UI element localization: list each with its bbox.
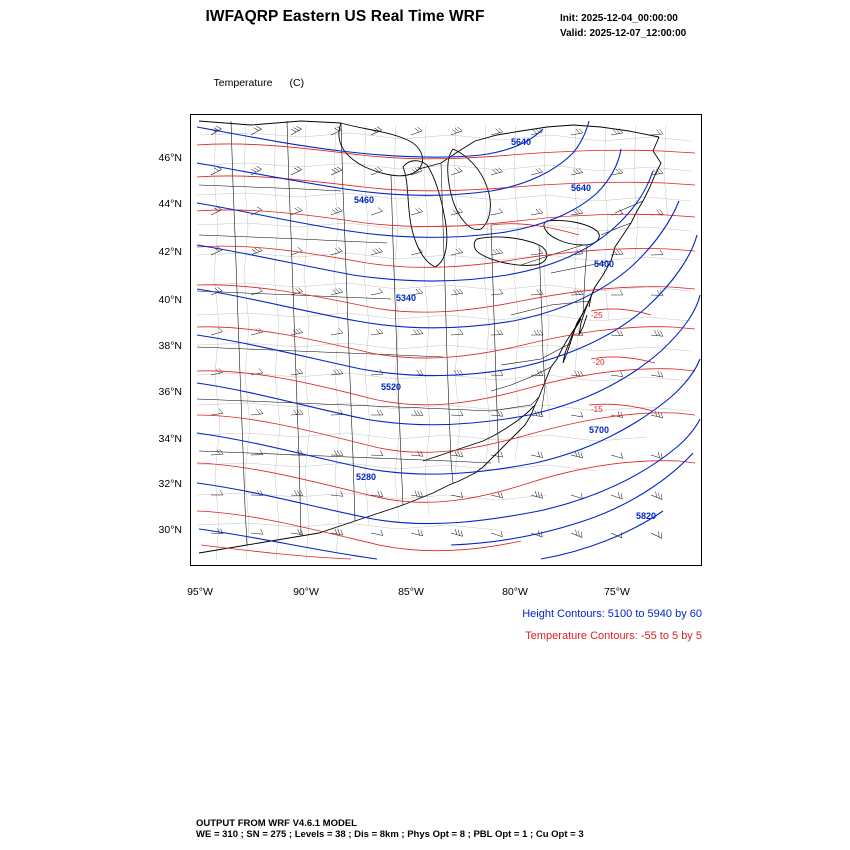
y-tick-40N: 40°N xyxy=(158,294,182,306)
model-output-label: OUTPUT FROM WRF V4.6.1 MODEL xyxy=(196,818,357,829)
coastline xyxy=(199,121,661,553)
height-label: 5340 xyxy=(396,293,417,303)
variable-unit: (C) xyxy=(289,77,305,89)
y-tick-32N: 32°N xyxy=(158,478,182,490)
y-tick-42N: 42°N xyxy=(158,246,182,258)
weather-map xyxy=(190,114,702,566)
height-label: 5820 xyxy=(636,511,657,521)
y-tick-44N: 44°N xyxy=(158,198,182,210)
x-tick-95W: 95°W xyxy=(187,586,213,598)
temperature-contour-labels xyxy=(591,311,605,414)
height-contours xyxy=(197,121,700,559)
height-label: 5280 xyxy=(356,472,377,482)
y-tick-34N: 34°N xyxy=(158,433,182,445)
height-label: 5400 xyxy=(594,259,615,269)
x-tick-75W: 75°W xyxy=(604,586,630,598)
variable-name: Temperature xyxy=(213,77,273,89)
y-tick-30N: 30°N xyxy=(158,524,182,536)
temperature-contour-legend: Temperature Contours: -55 to 5 by 5 xyxy=(525,630,702,642)
height-contour-legend: Height Contours: 5100 to 5940 by 60 xyxy=(522,608,702,620)
temp-label: -25 xyxy=(591,311,603,320)
y-tick-38N: 38°N xyxy=(158,340,182,352)
page-title: IWFAQRP Eastern US Real Time WRF xyxy=(205,8,485,25)
model-config-label: WE = 310 ; SN = 275 ; Levels = 38 ; Dis = 8km ; Phys Opt = 8 ; PBL Opt = 1 ; Cu Opt = 3 xyxy=(196,829,584,840)
temp-label: -15 xyxy=(591,405,603,414)
temp-label: -20 xyxy=(593,358,605,367)
height-label: 5640 xyxy=(571,183,592,193)
x-tick-85W: 85°W xyxy=(398,586,424,598)
x-tick-80W: 80°W xyxy=(502,586,528,598)
height-label: 5700 xyxy=(589,425,610,435)
variable-legend-row xyxy=(196,62,310,104)
height-label: 5520 xyxy=(381,382,402,392)
x-tick-90W: 90°W xyxy=(293,586,319,598)
height-label: 5640 xyxy=(511,137,532,147)
y-tick-46N: 46°N xyxy=(158,152,182,164)
height-label: 5460 xyxy=(354,195,375,205)
init-time-label: Init: 2025-12-04_00:00:00 xyxy=(560,13,678,24)
y-tick-36N: 36°N xyxy=(158,386,182,398)
valid-time-label: Valid: 2025-12-07_12:00:00 xyxy=(560,28,687,39)
